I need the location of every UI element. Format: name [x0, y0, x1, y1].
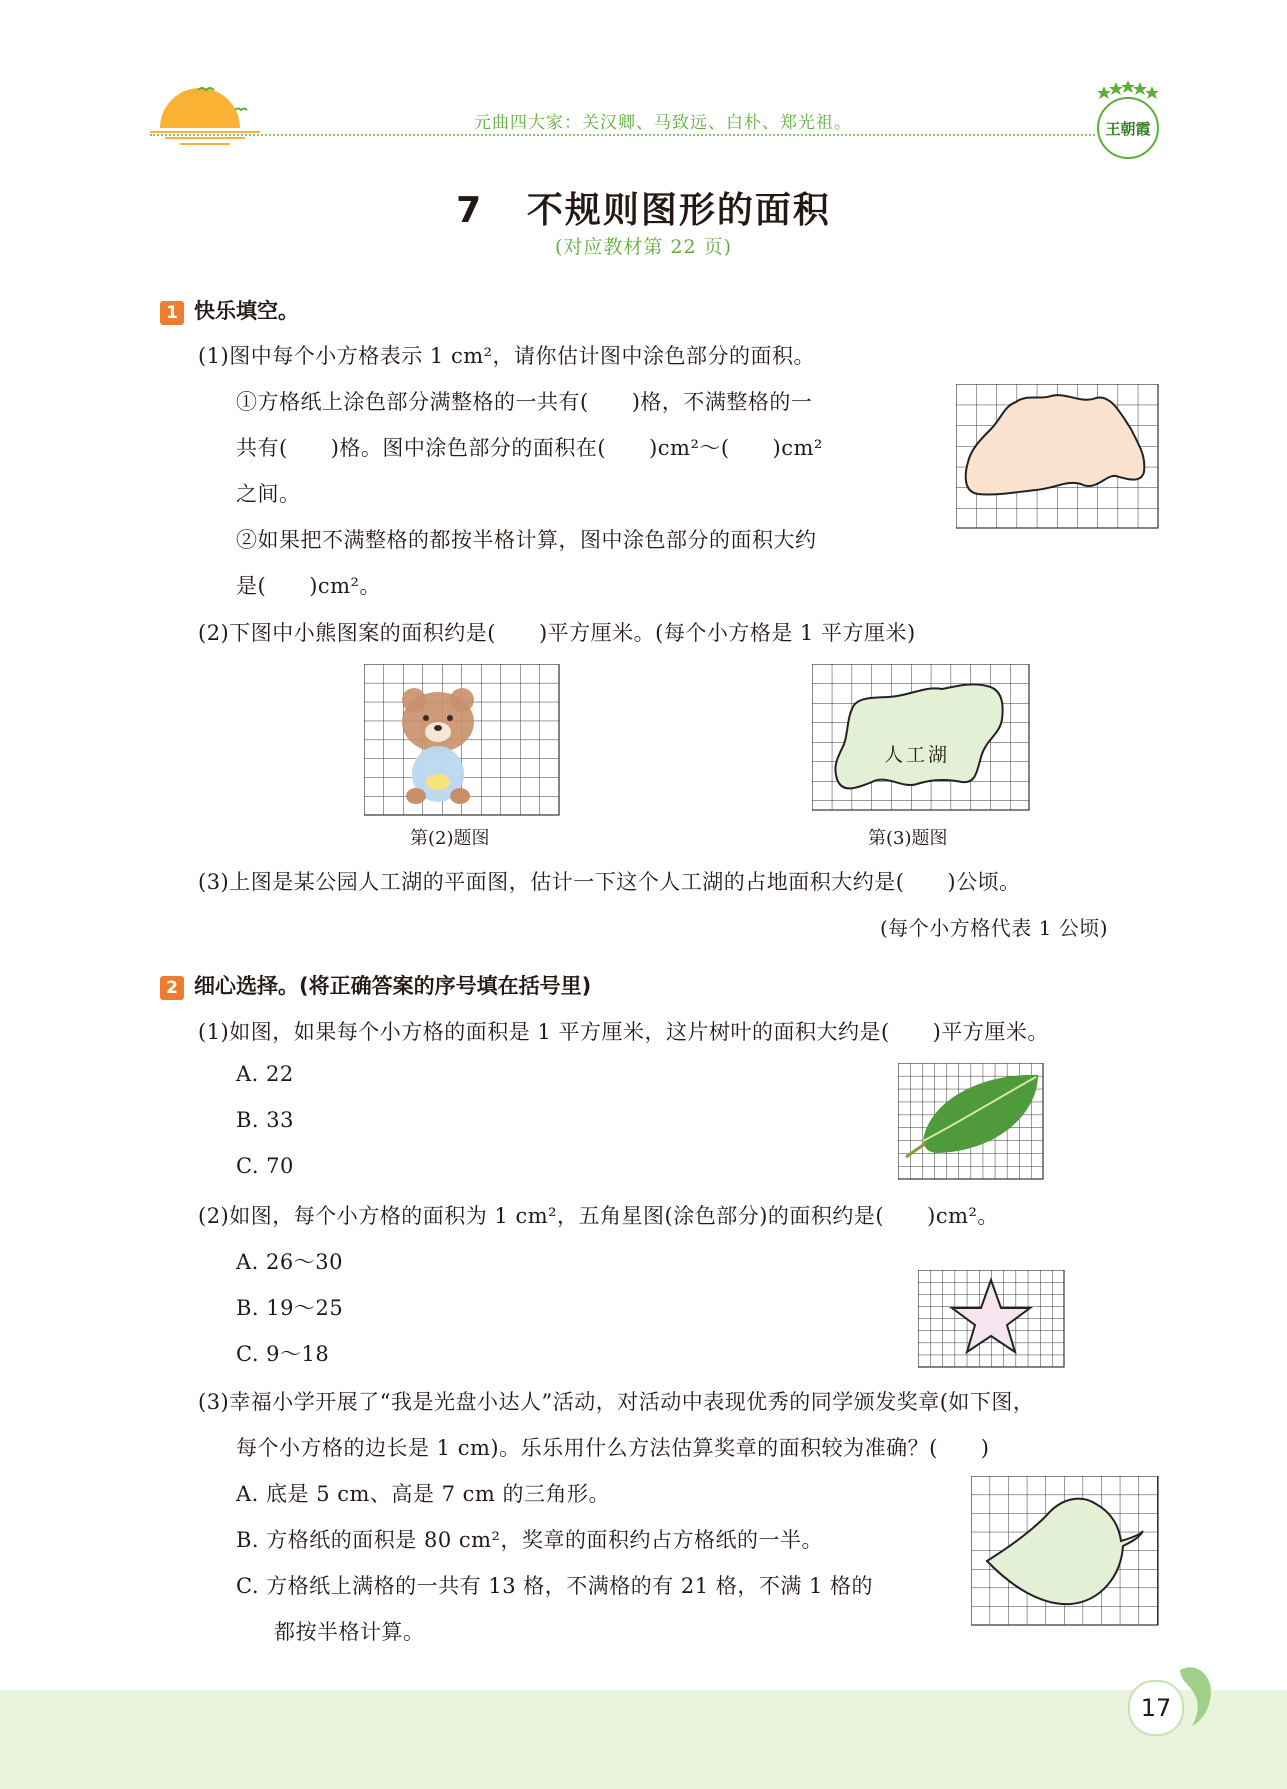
page-title: 7 不规则图形的面积: [456, 190, 831, 231]
figure-leaf-grid: [898, 1063, 1044, 1180]
sun-logo-icon: [150, 80, 260, 150]
s1-q3-note: (每个小方格代表 1 公顷): [880, 916, 1109, 940]
section1-number: 1: [160, 301, 184, 325]
footer-band: [0, 1690, 1287, 1789]
header-motto: 元曲四大家：关汉卿、马致远、白朴、郑光祖。: [474, 113, 852, 133]
s2-q2-option-a: A. 26～30: [236, 1250, 343, 1274]
s2-q2-option-b: B. 19～25: [236, 1296, 344, 1320]
page-subtitle: (对应教材第 22 页): [554, 236, 733, 258]
s2-q3-line1: (3)幸福小学开展了“我是光盘小达人”活动，对活动中表现优秀的同学颁发奖章(如下图，: [198, 1390, 1035, 1414]
s1-q3: (3)上图是某公园人工湖的平面图，估计一下这个人工湖的占地面积大约是( )公顷。: [198, 870, 1021, 894]
section2-heading: [160, 970, 591, 1000]
s2-q1-option-b: B. 33: [236, 1108, 295, 1132]
header-divider: [150, 134, 1095, 136]
figure2-caption: 第(2)题图: [410, 828, 490, 849]
s1-q1-b-line1: ②如果把不满整格的都按半格计算，图中涂色部分的面积大约: [236, 528, 817, 552]
s2-q1-option-a: A. 22: [236, 1062, 294, 1086]
section2-title: 细心选择。(将正确答案的序号填在括号里): [194, 974, 592, 998]
section2-number: 2: [160, 976, 184, 1000]
figure-irregular-shape-grid: [956, 384, 1159, 529]
s2-q3-line2: 每个小方格的边长是 1 cm)。乐乐用什么方法估算奖章的面积较为准确？( ): [236, 1436, 990, 1460]
figure-lake-grid: [812, 664, 1030, 811]
s1-q1-a-line2: 共有( )格。图中涂色部分的面积在( )cm²～( )cm²: [236, 436, 823, 460]
s2-q2-option-c: C. 9～18: [236, 1342, 330, 1366]
s2-q2: (2)如图，每个小方格的面积为 1 cm²，五角星图(涂色部分)的面积约是( )cm²。: [198, 1204, 999, 1228]
s1-q1-a-line1: ①方格纸上涂色部分满整格的一共有( )格，不满整格的一: [236, 390, 813, 414]
figure-bear-grid: [364, 664, 560, 816]
s1-q2: (2)下图中小熊图案的面积约是( )平方厘米。(每个小方格是 1 平方厘米): [198, 621, 916, 645]
s1-q1-intro: (1)图中每个小方格表示 1 cm²，请你估计图中涂色部分的面积。: [198, 344, 816, 368]
section1-heading: [160, 295, 299, 325]
s2-q3-option-b: B. 方格纸的面积是 80 cm²，奖章的面积约占方格纸的一半。: [236, 1528, 823, 1552]
s1-q1-b-line2: 是( )cm²。: [236, 574, 381, 598]
s2-q3-option-a: A. 底是 5 cm、高是 7 cm 的三角形。: [236, 1482, 610, 1506]
lake-label: 人工湖: [884, 744, 951, 766]
brand-badge-icon: [1088, 78, 1168, 168]
page-number: 17: [1128, 1680, 1184, 1736]
figure-star-grid: [918, 1270, 1065, 1368]
s2-q3-option-c: C. 方格纸上满格的一共有 13 格，不满格的有 21 格，不满 1 格的: [236, 1574, 874, 1598]
brand-logo-text: 王朝霞: [1105, 120, 1151, 138]
figure-medal-grid: [971, 1476, 1159, 1626]
s1-q1-a-line3: 之间。: [236, 482, 301, 506]
section1-title: 快乐填空。: [194, 299, 299, 323]
s2-q1: (1)如图，如果每个小方格的面积是 1 平方厘米，这片树叶的面积大约是( )平方厘米。: [198, 1020, 1049, 1044]
s2-q1-option-c: C. 70: [236, 1154, 294, 1178]
s2-q3-option-c-cont: 都按半格计算。: [274, 1620, 425, 1644]
figure3-caption: 第(3)题图: [868, 828, 948, 849]
